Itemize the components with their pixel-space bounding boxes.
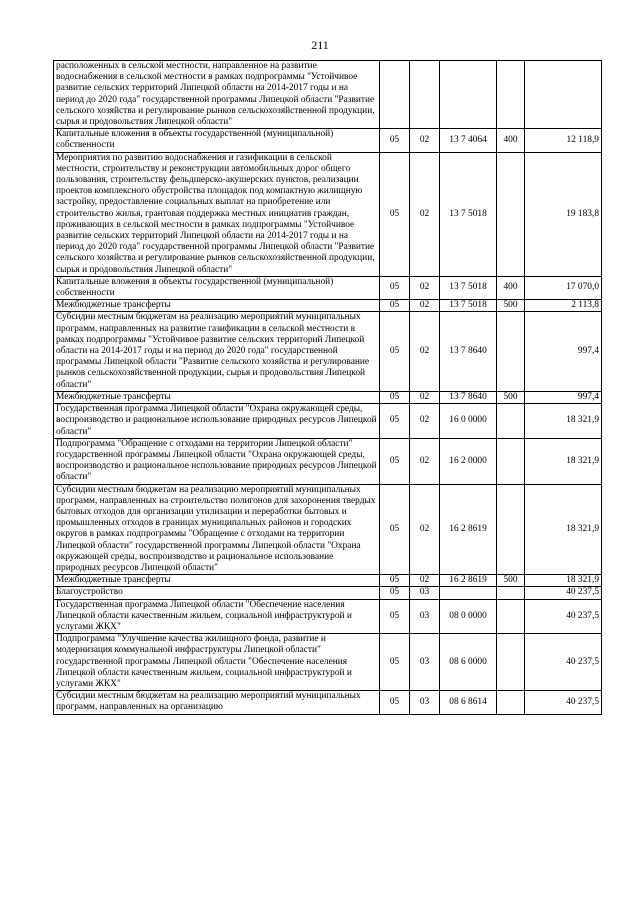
row-target-article: 16 2 8619: [440, 484, 497, 575]
row-amount: 40 237,5: [525, 634, 602, 691]
row-subsection-code: 02: [410, 391, 440, 403]
row-expense-type: [497, 61, 525, 129]
row-subsection-code: 03: [410, 634, 440, 691]
row-target-article: 08 6 0000: [440, 634, 497, 691]
row-expense-type: [497, 152, 525, 276]
row-amount: 18 321,9: [525, 404, 602, 439]
table-row: [54, 404, 602, 439]
row-expense-type: [497, 634, 525, 691]
budget-table: [53, 60, 602, 715]
row-description: Государственная программа Липецкой области "Обеспечение населения Липецкой области качественным жильем, социальной инфраструктурой и услугами ЖКХ": [54, 599, 380, 634]
row-description: Субсидии местным бюджетам на реализацию мероприятий муниципальных программ, направленных на строительство полигонов для захоронения твердых бытовых отходов для организации утилизации и переработки бытовых и промышленных отходов в границах муниципальных районов и городских округов в рамках подпрограммы "Обращение с отходами на территории Липецкой области" государственной программы Липецкой области "Охрана окружающей среды, воспроизводство и рациональное использование природных ресурсов Липецкой области": [54, 484, 380, 575]
row-expense-type: 400: [497, 129, 525, 152]
row-subsection-code: 03: [410, 691, 440, 714]
row-subsection-code: 02: [410, 438, 440, 484]
table-row: [54, 438, 602, 484]
row-target-article: 08 0 0000: [440, 599, 497, 634]
table-row: [54, 634, 602, 691]
row-description: Капитальные вложения в объекты государственной (муниципальной) собственности: [54, 276, 380, 299]
table-row: [54, 484, 602, 575]
row-subsection-code: 03: [410, 587, 440, 599]
row-target-article: 16 2 0000: [440, 438, 497, 484]
row-section-code: 05: [380, 300, 410, 312]
row-expense-type: [497, 691, 525, 714]
row-target-article: 13 7 5018: [440, 152, 497, 276]
row-expense-type: 500: [497, 575, 525, 587]
row-expense-type: [497, 438, 525, 484]
row-expense-type: 500: [497, 391, 525, 403]
row-expense-type: [497, 587, 525, 599]
row-target-article: 16 0 0000: [440, 404, 497, 439]
row-subsection-code: 03: [410, 599, 440, 634]
row-description: Межбюджетные трансферты: [54, 391, 380, 403]
row-target-article: [440, 61, 497, 129]
row-target-article: 13 7 5018: [440, 300, 497, 312]
table-row: [54, 575, 602, 587]
row-section-code: 05: [380, 391, 410, 403]
table-row: [54, 587, 602, 599]
row-amount: 19 183,8: [525, 152, 602, 276]
table-body: [54, 61, 602, 715]
row-description: Капитальные вложения в объекты государственной (муниципальной) собственности: [54, 129, 380, 152]
row-section-code: [380, 61, 410, 129]
row-section-code: 05: [380, 438, 410, 484]
row-amount: 18 321,9: [525, 438, 602, 484]
row-expense-type: [497, 484, 525, 575]
row-expense-type: 400: [497, 276, 525, 299]
row-section-code: 05: [380, 129, 410, 152]
row-amount: 40 237,5: [525, 691, 602, 714]
row-section-code: 05: [380, 404, 410, 439]
row-section-code: 05: [380, 484, 410, 575]
row-target-article: 13 7 5018: [440, 276, 497, 299]
row-target-article: 13 7 8640: [440, 312, 497, 391]
row-subsection-code: 02: [410, 575, 440, 587]
row-target-article: 13 7 8640: [440, 391, 497, 403]
row-amount: 2 113,8: [525, 300, 602, 312]
row-section-code: 05: [380, 575, 410, 587]
row-amount: 40 237,5: [525, 587, 602, 599]
row-description: расположенных в сельской местности, направленное на развитие водоснабжения в сельской местности в рамках подпрограммы "Устойчивое развитие сельских территорий Липецкой области на 2014-2017 годы и на период до 2020 года" государственной программы Липецкой области "Развитие сельского хозяйства и регулирование рынков сельскохозяйственной продукции, сырья и продовольствия Липецкой области": [54, 61, 380, 129]
table-row: [54, 61, 602, 129]
row-subsection-code: 02: [410, 276, 440, 299]
row-subsection-code: 02: [410, 300, 440, 312]
row-target-article: [440, 587, 497, 599]
row-description: Межбюджетные трансферты: [54, 575, 380, 587]
row-section-code: 05: [380, 599, 410, 634]
row-description: Государственная программа Липецкой области "Охрана окружающей среды, воспроизводство и рациональное использование природных ресурсов Липецкой области": [54, 404, 380, 439]
row-subsection-code: 02: [410, 129, 440, 152]
row-section-code: 05: [380, 152, 410, 276]
row-target-article: 16 2 8619: [440, 575, 497, 587]
row-section-code: 05: [380, 634, 410, 691]
row-subsection-code: [410, 61, 440, 129]
row-subsection-code: 02: [410, 484, 440, 575]
row-description: Подпрограмма "Обращение с отходами на территории Липецкой области" государственной программы Липецкой области "Охрана окружающей среды, воспроизводство и рациональное использование природных ресурсов Липецкой области": [54, 438, 380, 484]
row-expense-type: [497, 599, 525, 634]
row-description: Благоустройство: [54, 587, 380, 599]
row-expense-type: [497, 404, 525, 439]
row-target-article: 13 7 4064: [440, 129, 497, 152]
row-target-article: 08 6 8614: [440, 691, 497, 714]
row-amount: 18 321,9: [525, 575, 602, 587]
row-subsection-code: 02: [410, 312, 440, 391]
table-row: [54, 691, 602, 714]
row-description: Подпрограмма "Улучшение качества жилищного фонда, развитие и модернизация коммунальной инфраструктуры Липецкой области" государственной программы Липецкой области "Обеспечение населения Липецкой области качественным жильем, социальной инфраструктурой и услугами ЖКХ": [54, 634, 380, 691]
table-row: [54, 276, 602, 299]
row-subsection-code: 02: [410, 404, 440, 439]
table-row: [54, 391, 602, 403]
row-description: Субсидии местным бюджетам на реализацию мероприятий муниципальных программ, направленных на организацию: [54, 691, 380, 714]
row-amount: 997,4: [525, 391, 602, 403]
table-row: [54, 300, 602, 312]
row-amount: 40 237,5: [525, 599, 602, 634]
table-row: [54, 129, 602, 152]
row-description: Субсидии местным бюджетам на реализацию мероприятий муниципальных программ, направленных на развитие газификации в сельской местности в рамках подпрограммы "Устойчивое развитие сельских территорий Липецкой области на 2014-2017 годы и на период до 2020 года" государственной программы Липецкой области "Развитие сельского хозяйства и регулирование рынков сельскохозяйственной продукции, сырья и продовольствия Липецкой области": [54, 312, 380, 391]
row-subsection-code: 02: [410, 152, 440, 276]
row-amount: 997,4: [525, 312, 602, 391]
page-number: 211: [311, 38, 329, 52]
row-section-code: 05: [380, 587, 410, 599]
table-row: [54, 152, 602, 276]
row-section-code: 05: [380, 276, 410, 299]
row-amount: [525, 61, 602, 129]
row-section-code: 05: [380, 691, 410, 714]
row-description: Межбюджетные трансферты: [54, 300, 380, 312]
table-row: [54, 312, 602, 391]
row-description: Мероприятия по развитию водоснабжения и газификации в сельской местности, строительству и реконструкции автомобильных дорог общего пользования, строительству фельдшерско-акушерских пунктов, реализации проектов комплексного обустройства площадок под компактную жилищную застройку, предоставление социальных выплат на приобретение или строительство жилья, грантовая поддержка местных инициатив граждан, проживающих в сельской местности в рамках подпрограммы "Устойчивое развитие сельских территорий Липецкой области на 2014-2017 годы и на период до 2020 года" государственной программы Липецкой области "Развитие сельского хозяйства и регулирование рынков сельскохозяйственной продукции, сырья и продовольствия Липецкой области": [54, 152, 380, 276]
row-section-code: 05: [380, 312, 410, 391]
table-row: [54, 599, 602, 634]
row-expense-type: [497, 312, 525, 391]
row-amount: 12 118,9: [525, 129, 602, 152]
row-amount: 17 070,0: [525, 276, 602, 299]
row-expense-type: 500: [497, 300, 525, 312]
row-amount: 18 321,9: [525, 484, 602, 575]
